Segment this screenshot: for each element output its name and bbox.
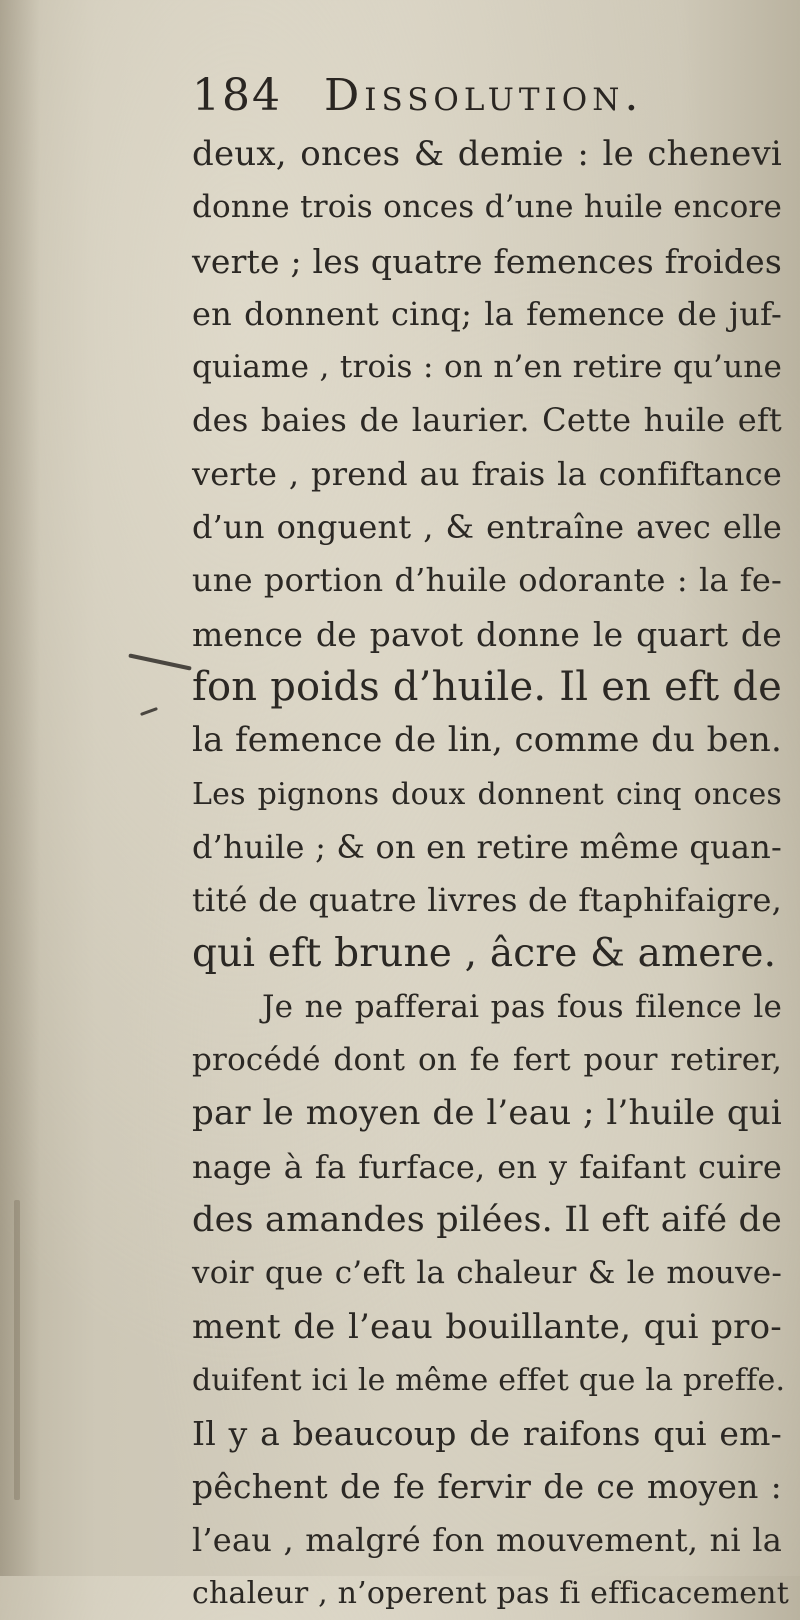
running-title: Dissolution. — [323, 70, 644, 121]
text-line: chaleur , n’operent pas fi efficacement — [192, 1576, 789, 1612]
text-line: des amandes pilées. Il eft aifé de — [192, 1199, 783, 1240]
page-gutter-shadow — [0, 0, 40, 1576]
text-line: la femence de lin, comme du ben. — [192, 720, 782, 761]
text-line: des baies de laurier. Cette huile eft — [192, 401, 782, 440]
margin-pencil-mark — [128, 653, 191, 670]
margin-pencil-mark — [140, 707, 158, 716]
text-line: tité de quatre livres de ftaphifaigre, — [192, 881, 782, 920]
text-line: pêchent de fe fervir de ce moyen : — [192, 1467, 782, 1507]
paragraph-first-line: Je ne pafferai pas fous filence le — [262, 988, 782, 1025]
text-line: nage à fa furface, en y faifant cuire — [192, 1147, 782, 1186]
text-line: deux, onces & demie : le chenevi — [192, 134, 782, 174]
text-line: verte ; les quatre femences froides — [192, 241, 782, 281]
text-line: fon poids d’huile. Il en eft de — [192, 663, 782, 710]
text-line: d’huile ; & on en retire même quan- — [192, 827, 782, 866]
page-number: 184 — [192, 70, 282, 121]
text-line: en donnent cinq; la femence de juf- — [192, 294, 782, 333]
text-line: quiame , trois : on n’en retire qu’une — [192, 349, 782, 386]
text-line: procédé dont on fe fert pour retirer, — [192, 1042, 782, 1079]
text-line: donne trois onces d’une huile encore — [192, 189, 782, 226]
body-text — [192, 128, 789, 1620]
text-line: voir que c’eft la chaleur & le mouve- — [192, 1255, 782, 1292]
text-line: ment de l’eau bouillante, qui pro- — [192, 1306, 782, 1347]
text-line: d’un onguent , & entraîne avec elle — [192, 508, 782, 547]
text-line: mence de pavot donne le quart de — [192, 614, 782, 654]
text-line: Il y a beaucoup de raifons qui em- — [192, 1414, 782, 1454]
text-line: qui eft brune , âcre & amere. — [192, 931, 777, 977]
text-line: Les pignons doux donnent cinq onces — [192, 776, 782, 812]
text-line: verte , prend au frais la confiftance — [192, 454, 782, 493]
text-line: duifent ici le même effet que la preffe. — [192, 1362, 786, 1398]
running-header — [192, 70, 643, 130]
text-line: une portion d’huile odorante : la fe- — [192, 561, 782, 600]
paper-stain — [14, 1200, 20, 1500]
text-line: l’eau , malgré fon mouvement, ni la — [192, 1520, 782, 1559]
text-line: par le moyen de l’eau ; l’huile qui — [192, 1093, 782, 1134]
